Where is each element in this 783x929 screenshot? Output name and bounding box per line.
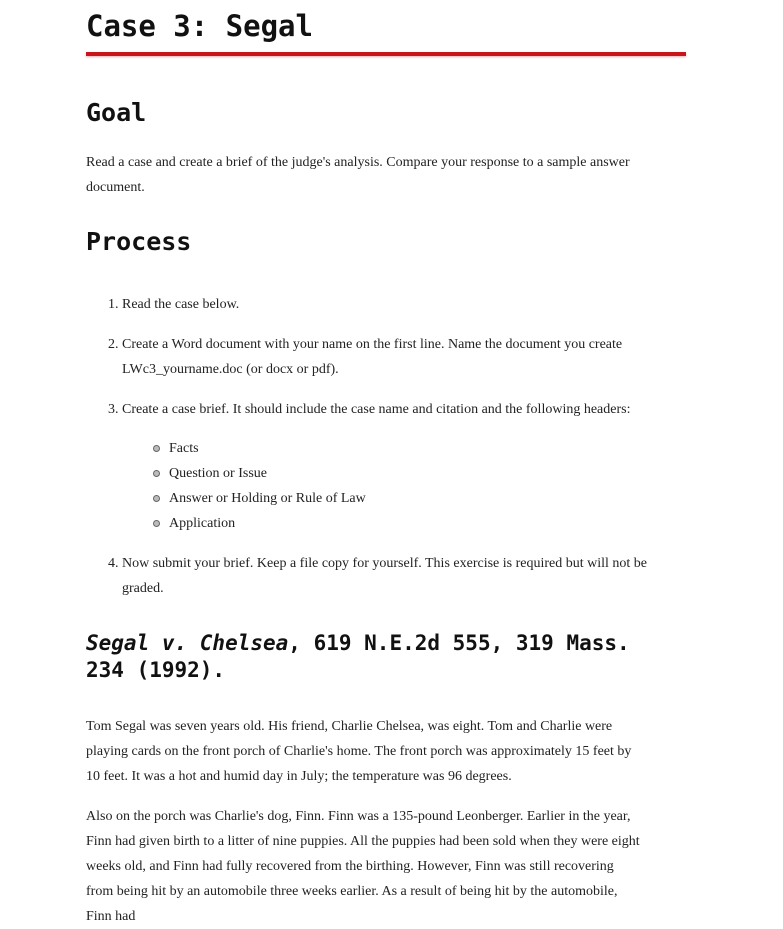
page-title: Case 3: Segal [86, 9, 313, 43]
brief-header-label: Answer or Holding or Rule of Law [169, 491, 366, 506]
case-citation-heading [86, 630, 666, 684]
brief-header-item [169, 436, 682, 461]
brief-header-label: Facts [169, 441, 199, 456]
brief-header-item [169, 486, 682, 511]
brief-headers-list [122, 436, 682, 536]
step-text: Read the case below. [122, 297, 240, 312]
step-text: Create a case brief. It should include the case name and citation and the following headers: [122, 402, 631, 417]
process-step [122, 292, 682, 317]
step-text: Create a Word document with your name on the first line. Name the document you create LWc3_yourname.doc (or docx or pdf). [122, 337, 623, 377]
brief-header-label: Question or Issue [169, 466, 267, 481]
case-paragraph: Tom Segal was seven years old. His friend, Charlie Chelsea, was eight. Tom and Charlie were playing cards on the front porch of Charlie's home. The front porch was approximately 15 feet by 10 feet. It was a hot and humid day in July; the temperature was 96 degrees. [86, 719, 632, 784]
case-name: Segal v. Chelsea [86, 631, 289, 655]
goal-heading: Goal [86, 98, 147, 127]
process-step [122, 397, 682, 536]
process-steps [86, 292, 682, 616]
goal-text: Read a case and create a brief of the judge's analysis. Compare your response to a sample answer document. [86, 155, 630, 195]
process-step [122, 332, 682, 382]
brief-header-label: Application [169, 516, 236, 531]
bullet-icon [153, 495, 160, 502]
process-heading: Process [86, 227, 192, 256]
case-paragraph: Also on the porch was Charlie's dog, Finn. Finn was a 135-pound Leonberger. Earlier in the year, Finn had given birth to a litter of nine puppies. All the puppies had been sold when they were eight weeks old, and Finn had fully recovered from the birthing. However, Finn was still recovering from being hit by an automobile three weeks earlier. As a result of being hit by the automobile, Finn had [86, 809, 640, 924]
step-text: Now submit your brief. Keep a file copy for yourself. This exercise is required but will not be graded. [122, 556, 647, 596]
bullet-icon [153, 470, 160, 477]
brief-header-item [169, 461, 682, 486]
case-citation: , 619 N.E.2d 555, 319 Mass. 234 (1992). [86, 631, 630, 682]
bullet-icon [153, 445, 160, 452]
process-step [122, 551, 682, 601]
brief-header-item [169, 511, 682, 536]
title-divider [86, 52, 686, 56]
bullet-icon [153, 520, 160, 527]
